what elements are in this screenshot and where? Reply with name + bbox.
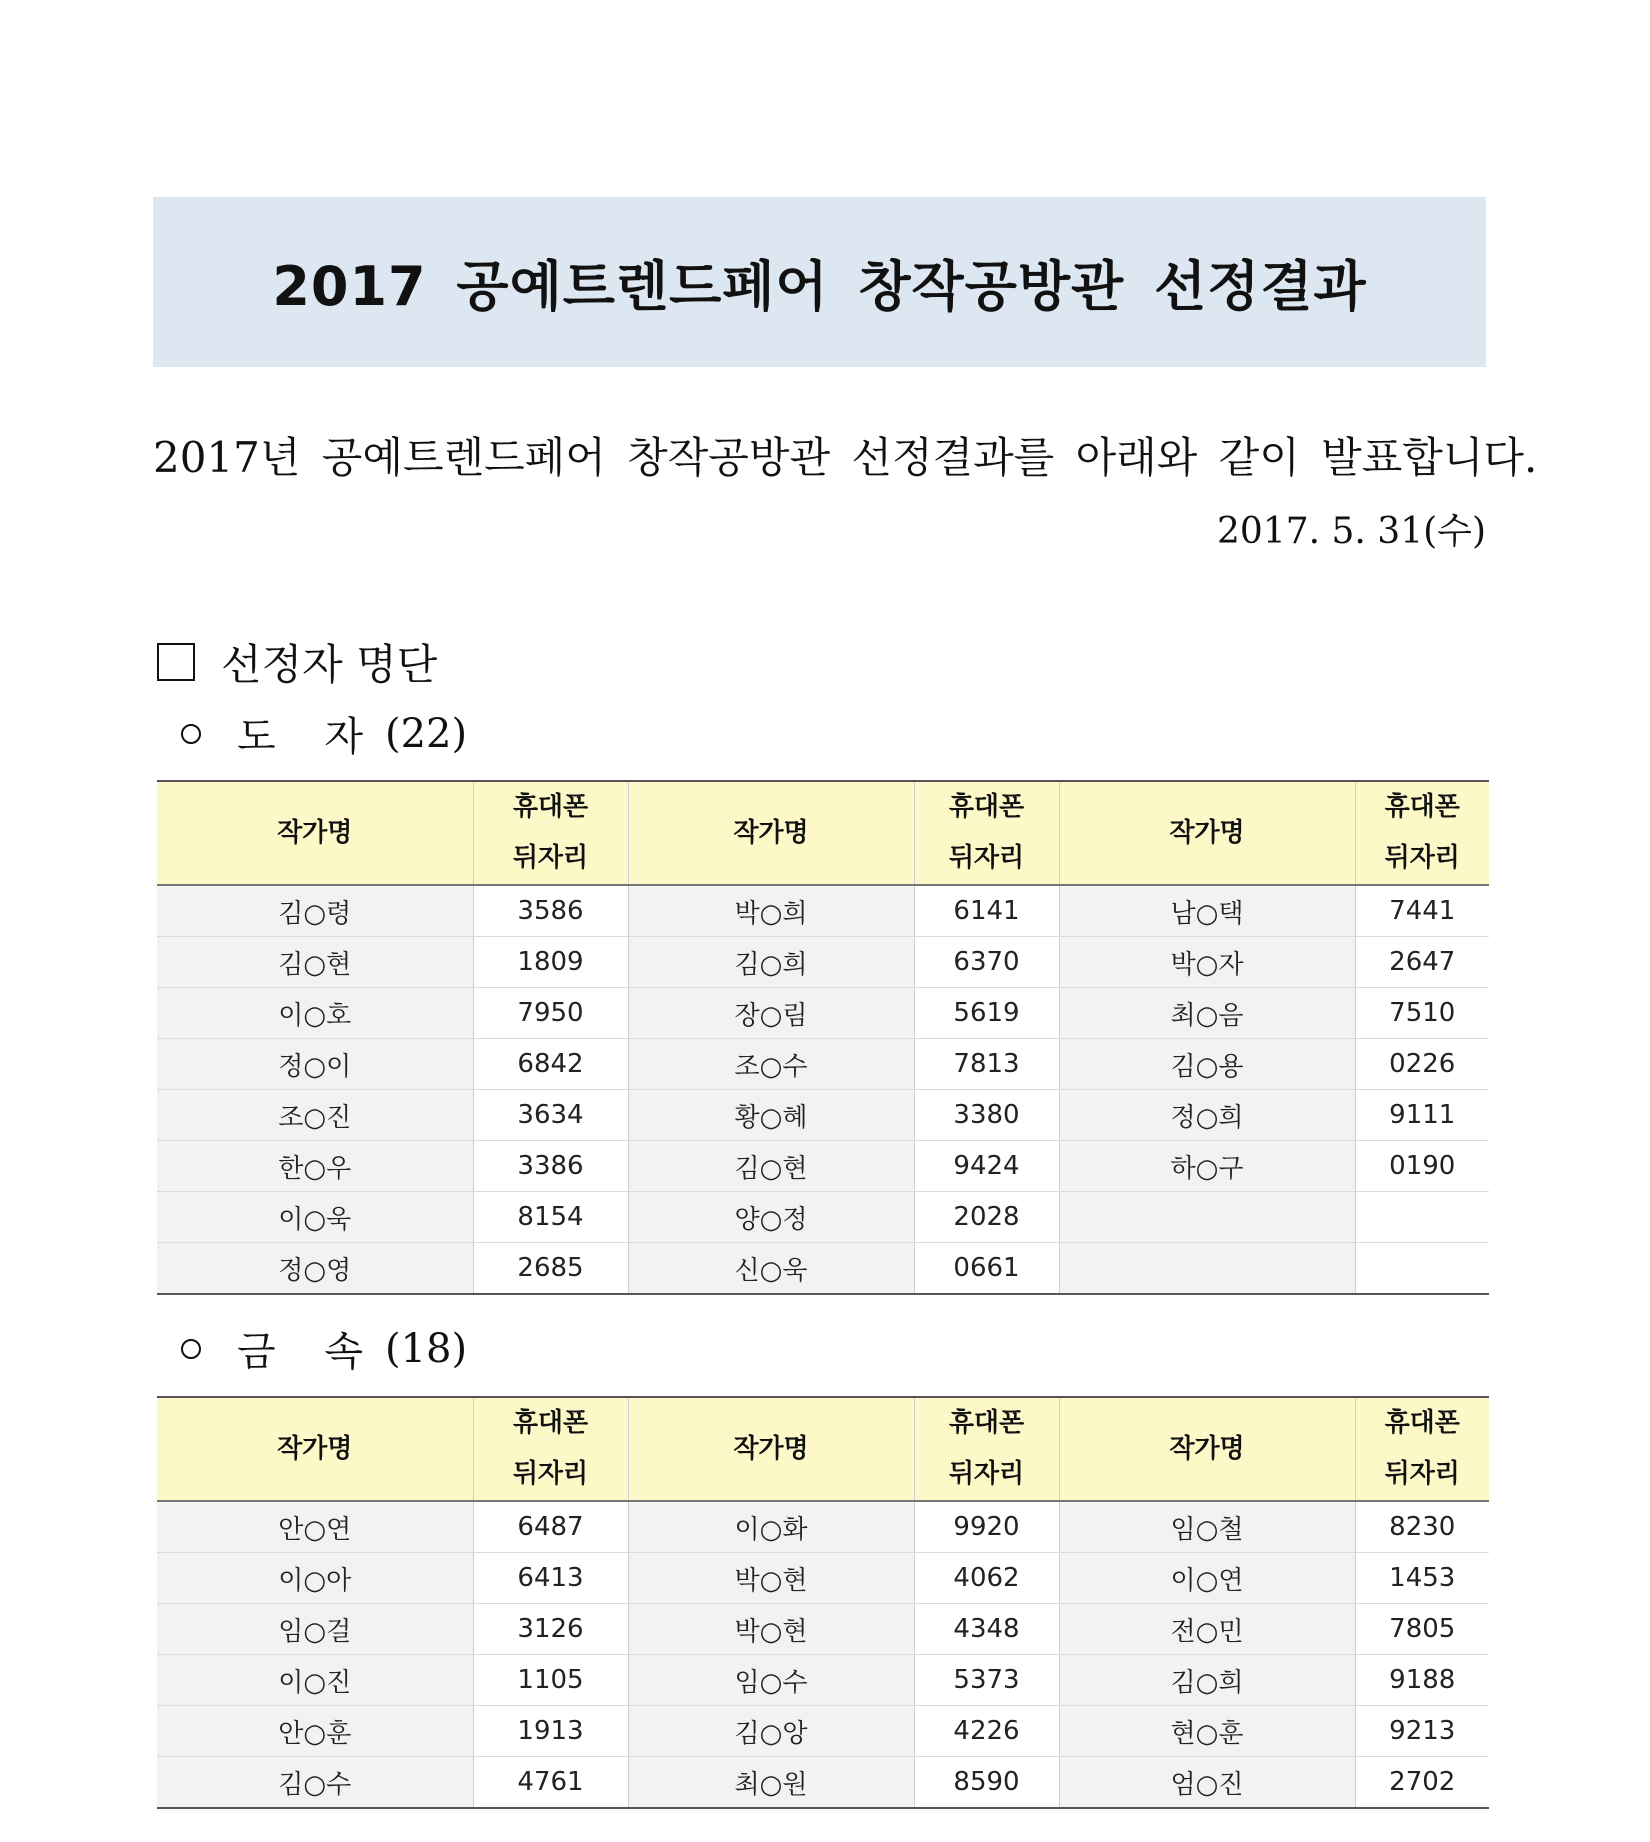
column-header-phone-line2: 뒤자리 (1384, 1459, 1460, 1489)
table-header-row (157, 1397, 1489, 1501)
table-row (157, 1655, 1489, 1706)
artist-name-cell: 안○연 (157, 1501, 473, 1553)
table-row (157, 988, 1489, 1039)
artist-name-cell: 조○진 (157, 1090, 473, 1141)
artist-name-cell: 김○희 (628, 937, 914, 988)
artist-name-cell: 박○현 (628, 1604, 914, 1655)
phone-suffix-cell: 3586 (473, 885, 628, 937)
artist-name-cell: 현○훈 (1059, 1706, 1355, 1757)
artist-name-cell: 한○우 (157, 1141, 473, 1192)
table-row (157, 1141, 1489, 1192)
artist-name-cell: 김○수 (157, 1757, 473, 1809)
artist-name-cell: 임○수 (628, 1655, 914, 1706)
artist-name-cell (1059, 1192, 1355, 1243)
phone-suffix-cell: 0661 (914, 1243, 1059, 1295)
artist-name-cell: 남○택 (1059, 885, 1355, 937)
artist-name-cell: 양○정 (628, 1192, 914, 1243)
table-row (157, 1501, 1489, 1553)
artist-name-cell: 정○영 (157, 1243, 473, 1295)
artist-name-cell: 조○수 (628, 1039, 914, 1090)
phone-suffix-cell: 4226 (914, 1706, 1059, 1757)
column-header-phone (473, 781, 628, 885)
phone-suffix-cell: 6370 (914, 937, 1059, 988)
artist-name-cell: 이○아 (157, 1553, 473, 1604)
checkbox-icon (157, 643, 195, 681)
phone-suffix-cell: 0226 (1355, 1039, 1489, 1090)
phone-suffix-cell: 7805 (1355, 1604, 1489, 1655)
artist-name-cell: 황○혜 (628, 1090, 914, 1141)
artist-name-cell: 김○용 (1059, 1039, 1355, 1090)
column-header-phone (914, 1397, 1059, 1501)
column-header-name: 작가명 (1059, 1397, 1355, 1501)
phone-suffix-cell (1355, 1192, 1489, 1243)
category-heading-ceramics (181, 705, 467, 762)
section-heading (157, 632, 437, 692)
artist-name-cell: 박○희 (628, 885, 914, 937)
column-header-name: 작가명 (157, 781, 473, 885)
phone-suffix-cell: 8590 (914, 1757, 1059, 1809)
table-row (157, 1706, 1489, 1757)
artist-name-cell: 박○자 (1059, 937, 1355, 988)
announcement-date: 2017. 5. 31(수) (1217, 511, 1486, 552)
column-header-name: 작가명 (1059, 781, 1355, 885)
column-header-name: 작가명 (628, 1397, 914, 1501)
roster-table-ceramics (157, 780, 1489, 1295)
category-name: 도 자 (237, 714, 381, 760)
column-header-name: 작가명 (157, 1397, 473, 1501)
artist-name-cell: 안○훈 (157, 1706, 473, 1757)
category-name: 금 속 (237, 1329, 381, 1375)
table-row (157, 1243, 1489, 1295)
artist-name-cell: 임○걸 (157, 1604, 473, 1655)
phone-suffix-cell: 1809 (473, 937, 628, 988)
column-header-phone (1355, 1397, 1489, 1501)
table-row (157, 937, 1489, 988)
column-header-phone-line1: 휴대폰 (948, 792, 1025, 822)
circle-bullet-icon (181, 1339, 201, 1359)
artist-name-cell: 최○음 (1059, 988, 1355, 1039)
category-count: (22) (385, 710, 468, 757)
phone-suffix-cell: 2702 (1355, 1757, 1489, 1809)
artist-name-cell (1059, 1243, 1355, 1295)
column-header-phone-line2: 뒤자리 (1384, 843, 1460, 873)
phone-suffix-cell: 1913 (473, 1706, 628, 1757)
table-row (157, 1090, 1489, 1141)
phone-suffix-cell: 3380 (914, 1090, 1059, 1141)
phone-suffix-cell: 9213 (1355, 1706, 1489, 1757)
roster-table-metal (157, 1396, 1489, 1809)
phone-suffix-cell: 3126 (473, 1604, 628, 1655)
phone-suffix-cell: 9111 (1355, 1090, 1489, 1141)
artist-name-cell: 임○철 (1059, 1501, 1355, 1553)
phone-suffix-cell: 2647 (1355, 937, 1489, 988)
phone-suffix-cell: 3386 (473, 1141, 628, 1192)
phone-suffix-cell: 9920 (914, 1501, 1059, 1553)
artist-name-cell: 이○화 (628, 1501, 914, 1553)
phone-suffix-cell: 8230 (1355, 1501, 1489, 1553)
phone-suffix-cell: 4761 (473, 1757, 628, 1809)
phone-suffix-cell: 1453 (1355, 1553, 1489, 1604)
phone-suffix-cell: 4348 (914, 1604, 1059, 1655)
category-count: (18) (385, 1325, 468, 1372)
column-header-phone-line2: 뒤자리 (948, 1459, 1025, 1489)
page-title: 2017 공예트렌드페어 창작공방관 선정결과 (272, 254, 1367, 318)
artist-name-cell: 신○욱 (628, 1243, 914, 1295)
phone-suffix-cell: 7950 (473, 988, 628, 1039)
intro-text: 2017년 공예트렌드페어 창작공방관 선정결과를 아래와 같이 발표합니다. (153, 433, 1538, 482)
phone-suffix-cell: 6141 (914, 885, 1059, 937)
phone-suffix-cell: 5619 (914, 988, 1059, 1039)
category-heading-metal (181, 1320, 467, 1377)
phone-suffix-cell: 7813 (914, 1039, 1059, 1090)
phone-suffix-cell: 9424 (914, 1141, 1059, 1192)
column-header-phone-line1: 휴대폰 (512, 792, 589, 822)
phone-suffix-cell: 1105 (473, 1655, 628, 1706)
column-header-phone (914, 781, 1059, 885)
artist-name-cell: 전○민 (1059, 1604, 1355, 1655)
phone-suffix-cell: 2685 (473, 1243, 628, 1295)
column-header-phone-line2: 뒤자리 (512, 843, 589, 873)
artist-name-cell: 김○현 (157, 937, 473, 988)
artist-name-cell: 장○림 (628, 988, 914, 1039)
table-row (157, 1757, 1489, 1809)
artist-name-cell: 김○령 (157, 885, 473, 937)
phone-suffix-cell: 2028 (914, 1192, 1059, 1243)
artist-name-cell: 이○욱 (157, 1192, 473, 1243)
phone-suffix-cell: 6413 (473, 1553, 628, 1604)
table-row (157, 1039, 1489, 1090)
column-header-phone-line2: 뒤자리 (948, 843, 1025, 873)
artist-name-cell: 정○이 (157, 1039, 473, 1090)
phone-suffix-cell: 9188 (1355, 1655, 1489, 1706)
artist-name-cell: 김○희 (1059, 1655, 1355, 1706)
table-row (157, 1192, 1489, 1243)
table-header-row (157, 781, 1489, 885)
phone-suffix-cell: 5373 (914, 1655, 1059, 1706)
phone-suffix-cell: 6842 (473, 1039, 628, 1090)
artist-name-cell: 하○구 (1059, 1141, 1355, 1192)
column-header-phone (1355, 781, 1489, 885)
artist-name-cell: 이○호 (157, 988, 473, 1039)
phone-suffix-cell: 7441 (1355, 885, 1489, 937)
section-title: 선정자 명단 (221, 640, 438, 689)
column-header-phone-line1: 휴대폰 (1384, 1408, 1460, 1438)
column-header-phone-line1: 휴대폰 (1384, 792, 1460, 822)
column-header-phone-line1: 휴대폰 (512, 1408, 589, 1438)
artist-name-cell: 박○현 (628, 1553, 914, 1604)
circle-bullet-icon (181, 724, 201, 744)
phone-suffix-cell: 3634 (473, 1090, 628, 1141)
table-row (157, 1553, 1489, 1604)
column-header-phone-line1: 휴대폰 (948, 1408, 1025, 1438)
artist-name-cell: 엄○진 (1059, 1757, 1355, 1809)
column-header-phone (473, 1397, 628, 1501)
phone-suffix-cell: 6487 (473, 1501, 628, 1553)
artist-name-cell: 김○앙 (628, 1706, 914, 1757)
phone-suffix-cell: 4062 (914, 1553, 1059, 1604)
artist-name-cell: 정○희 (1059, 1090, 1355, 1141)
table-row (157, 885, 1489, 937)
phone-suffix-cell: 8154 (473, 1192, 628, 1243)
phone-suffix-cell: 7510 (1355, 988, 1489, 1039)
phone-suffix-cell: 0190 (1355, 1141, 1489, 1192)
artist-name-cell: 김○현 (628, 1141, 914, 1192)
artist-name-cell: 최○원 (628, 1757, 914, 1809)
title-banner (153, 197, 1486, 367)
artist-name-cell: 이○연 (1059, 1553, 1355, 1604)
table-row (157, 1604, 1489, 1655)
column-header-name: 작가명 (628, 781, 914, 885)
phone-suffix-cell (1355, 1243, 1489, 1295)
artist-name-cell: 이○진 (157, 1655, 473, 1706)
column-header-phone-line2: 뒤자리 (512, 1459, 589, 1489)
